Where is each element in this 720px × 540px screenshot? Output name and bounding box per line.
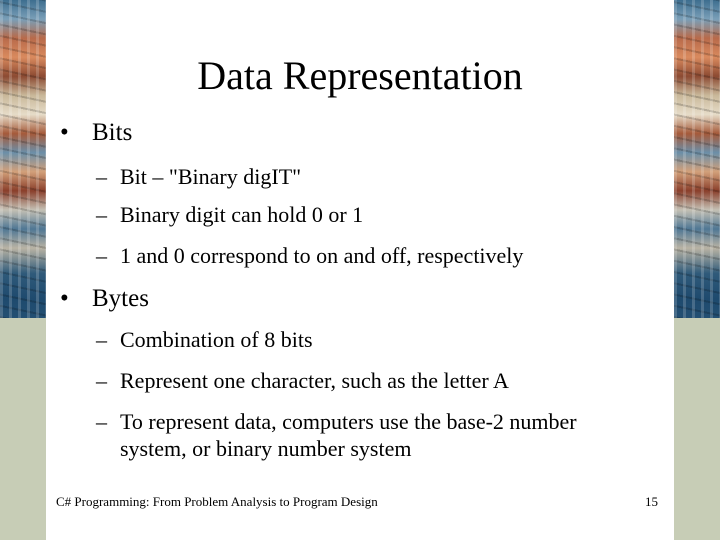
sub-item-text: 1 and 0 correspond to on and off, respectively <box>120 243 524 268</box>
sub-item-text: To represent data, computers use the base-2 number <box>120 409 577 434</box>
dash-mark: – <box>96 202 107 227</box>
sub-item-text: Combination of 8 bits <box>120 327 313 352</box>
rooftops-photo <box>0 0 46 318</box>
dash-mark: – <box>96 243 107 268</box>
bullet-mark: • <box>60 119 69 146</box>
right-sage-margin <box>674 318 720 540</box>
bullet-mark: • <box>60 285 69 312</box>
dash-mark: – <box>96 409 107 434</box>
rooftops-photo <box>674 0 720 318</box>
slide-content-area <box>46 0 674 540</box>
dash-mark: – <box>96 327 107 352</box>
left-decorative-photo-strip <box>0 0 46 540</box>
sub-item-text: Binary digit can hold 0 or 1 <box>120 202 364 227</box>
bullet-heading: Bits <box>92 119 133 146</box>
sub-item-text: Represent one character, such as the letter A <box>120 368 509 393</box>
sub-item-text: system, or binary number system <box>120 436 412 461</box>
left-sage-margin <box>0 318 46 540</box>
slide-footer: C# Programming: From Problem Analysis to Program Design <box>56 494 378 509</box>
slide-title: Data Representation <box>197 53 523 98</box>
dash-mark: – <box>96 164 107 189</box>
bullet-heading: Bytes <box>92 285 149 312</box>
sub-item-text: Bit – "Binary digIT" <box>120 164 302 189</box>
right-decorative-photo-strip <box>674 0 720 540</box>
page-number: 15 <box>645 494 658 509</box>
dash-mark: – <box>96 368 107 393</box>
